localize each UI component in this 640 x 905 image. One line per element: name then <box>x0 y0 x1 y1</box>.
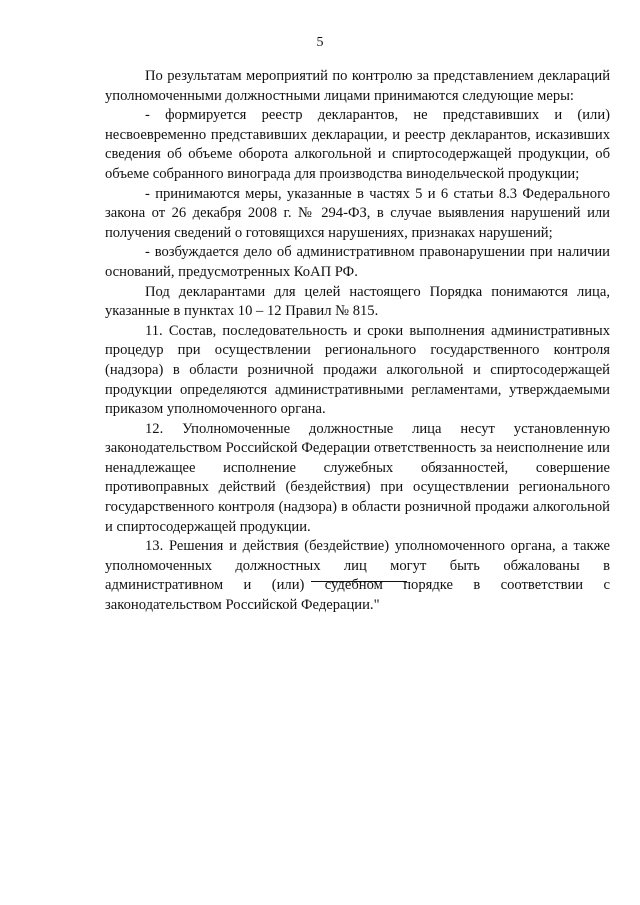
paragraph-measure-case: - возбуждается дело об административном правонарушении при наличии оснований, предусмотренных КоАП РФ. <box>105 244 610 280</box>
paragraph-item-11: 11. Состав, последовательность и сроки выполнения административных процедур при осуществлении регионального государственного контроля (надзора) в области розничной продажи алкогольной и спиртосодержащей продукции определяются административными регламентами, утверждаемыми приказом уполномоченного органа. <box>105 322 610 418</box>
paragraph-item-12: 12. Уполномоченные должностные лица несут установленную законодательством Российской Федерации ответственность за неисполнение или ненадлежащее исполнение служебных обязанностей, совершение противоправных действий (бездействия) при осуществлении регионального государственного контроля (надзора) в области розничной продажи алкогольной и спиртосодержащей продукции. <box>105 420 610 535</box>
paragraph-measure-registry: - формируется реестр декларантов, не представивших и (или) несвоевременно представивших декларации, и реестр декларантов, исказивших сведения об объеме оборота алкогольной и спиртосодержащей продукции, об объеме собранного винограда для производства винодельческой продукции; <box>105 107 610 182</box>
end-separator-line <box>311 581 407 582</box>
paragraph-intro: По результатам мероприятий по контролю за представлением деклараций уполномоченными должностными лицами принимаются следующие меры: <box>105 68 610 104</box>
paragraph-measure-actions: - принимаются меры, указанные в частях 5 и 6 статьи 8.3 Федерального закона от 26 декабря 2008 г. № 294-ФЗ, в случае выявления нарушений или получения сведений о готовящихся нарушениях, признаках нарушений; <box>105 185 610 241</box>
document-body <box>105 67 610 616</box>
page-number: 5 <box>316 35 324 50</box>
paragraph-declarants-definition: Под декларантами для целей настоящего Порядка понимаются лица, указанные в пунктах 10 – 12 Правил № 815. <box>105 283 610 320</box>
paragraph-item-13: 13. Решения и действия (бездействие) уполномоченного органа, а также уполномоченных должностных лиц могут быть обжалованы в административном и (или) судебном порядке в соответствии с законодательством Российской Федерации." <box>105 538 610 614</box>
